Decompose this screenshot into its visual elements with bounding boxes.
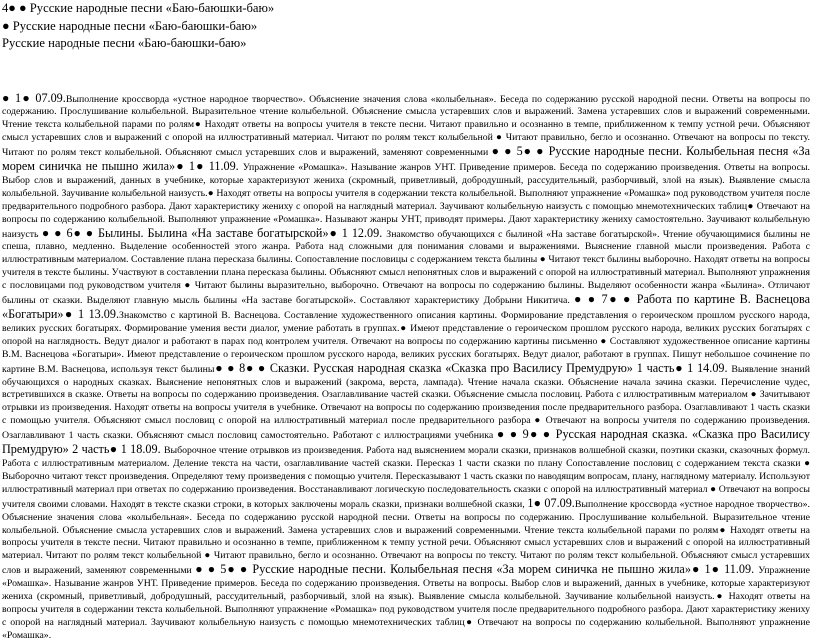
lesson-description: Выборочное чтение отрывков из произведения. Работа над выяснением морали сказки, признаков волшебной сказки, поэтики сказки, сказочных формул. Работа с иллюстративным материалом. Деление текста на части, озаглавливание частей сказки. Пересказ 1 части сказки по плану Сопоставление пословиц с содержанием текста сказки ● Выборочно читают текст произведения. Определяют тему произведения с помощью учителя. Пересказывают 1 часть сказки по наводящим вопросам, плану, наглядному материалу. Используют иллюстративный материал при ответах по содержанию произведения. Восстанавливают логическую последовательность сказки с опорой на иллюстративный материал ● Отвечают на вопросы учителя своими словами. Находят в тексте сказки строки, в которых заключены мораль сказки, признаки волшебной сказки, — [2, 445, 810, 510]
lesson-description: Знакомство обучающихся с былиной «На заставе богатырской». Чтение обучающимися былины не спеша, плавно, медленно. Выделение особенностей этого жанра. Работа над сложными для понимания словами и выражениями. Выяснение главной мысли произведения. Работа с иллюстративным материалом. Составление плана пересказа былины. Сопоставление пословицы с содержанием текста былины ● Читают текст былины выборочно. Находят ответы на вопросы учителя в тексте былины. Участвуют в составлении плана пересказа былины. Объясняют смысл непонятных слов и выражений с опорой на иллюстративный материал. Выполняют упражнения с пословицами под руководством учителя ● Читают былины выразительно, выборочно. Отвечают на вопросы по содержанию былины. Выделяют особенности жанра «Былина». Отличают былины от сказки. Выделяют главную мысль былины «На заставе богатырской». Составляют характеристику Добрыни Никитича. — [2, 228, 810, 307]
lesson-marker: ● ● 5● ● Русские народные песни. Колыбельная песня «За морем синичка не пышно жила»● 1● 11.09. — [195, 562, 759, 577]
lesson-plan-text — [2, 92, 810, 643]
lesson-marker: ● ● 7● ● Работа по картине В. Васнецова «Богатыри»● 1 13.09. — [2, 292, 810, 321]
lesson-marker: ● ● 5● ● Русские народные песни. Колыбельная песня «За морем синичка не пышно жила»● 1● 11.09. — [2, 144, 811, 174]
lesson-description: Знакомство с картиной В. Васнецова. Составление художественного описания картины. Формирование представления о героическом прошлом русского народа, великих русских богатырях. Формирование умения вести диалог, умение работать в группах.● Имеют представление о героическом прошлом русского народа, великих русских богатырях с опорой на наглядность. Ведут диалог и работают в парах под контролем учителя. Отвечают на вопросы по содержанию картины письменно ● Составляют художественное описание картины В.М. Васнецова «Богатыри». Имеют представление о героическом прошлом русского народа, великих русских богатырях. Ведут диалог, работают в группах. Пишут небольшое сочинение по картине В.М. Васнецова, используя текст былины — [2, 310, 810, 375]
lesson-marker: 1● 07.09. — [527, 495, 575, 510]
lesson-description: Выполнение кроссворда «устное народное творчество». Объяснение значения слова «колыбельная». Беседа по содержанию русской народной песни. Ответы на вопросы по содержанию. Прослушивание колыбельной. Выразительное чтение колыбельной. Объяснение смысла устаревших слов и выражений. Замена устаревших слов и выражений современными. Чтение текста колыбельной парами по ролям● Находят ответы на вопросы учителя в тексте песни. Читают правильно и осознанно в темпе, приближенном к темпу устной речи. Объясняют смысл устаревших слов и выражений с опорой на иллюстративный материал. Читают по ролям текст колыбельной ● Читают правильно, бегло и осознанно. Отвечают на вопросы по тексту. Читают по ролям текст колыбельной. Объясняют смысл устаревших слов и выражений, заменяют современными — [2, 93, 810, 159]
lesson-marker: ● ● 6● ● Былины. Былина «На заставе богатырской»● 1 12.09. — [41, 225, 387, 240]
heading-line-2: ● Русские народные песни «Баю-баюшки-баю» — [2, 18, 258, 33]
lesson-marker: ● ● 8● ● Сказки. Русская народная сказка «Сказка про Василису Премудрую» 1 часть● 1 14.09. — [214, 360, 732, 375]
lesson-marker: ● 1● 07.09. — [2, 90, 66, 105]
lesson-description: Выявление знаний обучающихся о народных сказках. Выяснение непонятных слов и выражений (закромa, верста, лампада). Чтение начала сказки. Объяснение начала зачина сказки. Перечисление чудес, встретившихся в сказке. Ответы на вопросы по содержанию произведения. Озаглавливание частей сказки. Объяснение смысла пословиц. Работа с иллюстративным материалом ● Зачитывают отрывки из произведения. Находят ответы на вопросы учителя в учебнике. Отвечают на вопросы по содержанию произведения после предварительного разбора. Озаглавливают 1 часть сказки с помощью учителя. Объясняют смысл пословиц с опорой на иллюстративный материал после предварительного разбора ● Отвечают на вопросы учителя по содержанию произведения. Озаглавливают 1 часть сказки. Объясняют смысл пословиц самостоятельно. Работают с иллюстрациями учебника — [2, 363, 810, 442]
lesson-description: Упражнение «Ромашка». Называние жанров УНТ. Приведение примеров. Беседа по содержанию произведения. Ответы на вопросы. Выбор слов и выражений, данных в учебнике, которые характеризуют жениха (скромный, приветливый, добродушный, рассудительный, разборчивый, злой на язык). Выявление смысла колыбельной. Заучивание колыбельной наизусть.● Находят ответы на вопросы учителя в содержании текста колыбельной. Выполняют упражнение «Ромашка» под руководством учителя после предварительного подробного разбора. Дают характеристику жениху с опорой на наглядный материал. Заучивают колыбельную наизусть с помощью мнемотехнических таблиц● Отвечают на вопросы по содержанию колыбельной. Выполняют упражнение «Ромашка». — [2, 565, 810, 641]
heading-line-1: 4● ● Русские народные песни «Баю-баюшки-баю» — [2, 1, 275, 15]
lesson-marker: ● ● 9● ● Русская народная сказка. «Сказка про Василису Премудрую» 2 часть● 1 18.09. — [2, 427, 810, 457]
heading-line-3: Русские народные песни «Баю-баюшки-баю» — [2, 36, 247, 50]
document — [2, 0, 810, 643]
blank-space — [2, 53, 810, 92]
lesson-description: Упражнение «Ромашка». Называние жанров УНТ. Приведение примеров. Беседа по содержанию произведения. Ответы на вопросы. Выбор слов и выражений, данных в учебнике, которые характеризуют жениха (скромный, приветливый, добродушный, рассудительный, разборчивый, злой на язык). Выявление смысла колыбельной. Заучивание колыбельной наизусть.● Находят ответы на вопросы учителя в содержании текста колыбельной. Выполняют упражнение «Ромашка» под руководством учителя после предварительного подробного разбора. Дают характеристику жениху с опорой на наглядный материал. Заучивают колыбельную наизусть с помощью мнемотехнических таблиц● Отвечают на вопросы по содержанию колыбельной. Выполняют упражнение «Ромашка». Называют жанры УНТ, приводят примеры. Дают характеристику жениху самостоятельно. Заучивают колыбельную наизусть — [2, 162, 810, 240]
lesson-description: Выполнение кроссворда «устное народное творчество». Объяснение значения слова «колыбельная». Беседа по содержанию русской народной песни. Ответы на вопросы по содержанию. Прослушивание колыбельной. Выразительное чтение колыбельной. Объяснение смысла устаревших слов и выражений. Замена устаревших слов и выражений современными. Чтение текста колыбельной парами по ролям● Находят ответы на вопросы учителя в тексте песни. Читают правильно и осознанно в темпе, приближенном к темпу устной речи. Объясняют смысл устаревших слов и выражений с опорой на иллюстративный материал. Читают по ролям текст колыбельной ● Читают правильно, бегло и осознанно. Отвечают на вопросы по тексту. Читают по ролям текст колыбельной. Объясняют смысл устаревших слов и выражений, заменяют современными — [2, 498, 810, 577]
